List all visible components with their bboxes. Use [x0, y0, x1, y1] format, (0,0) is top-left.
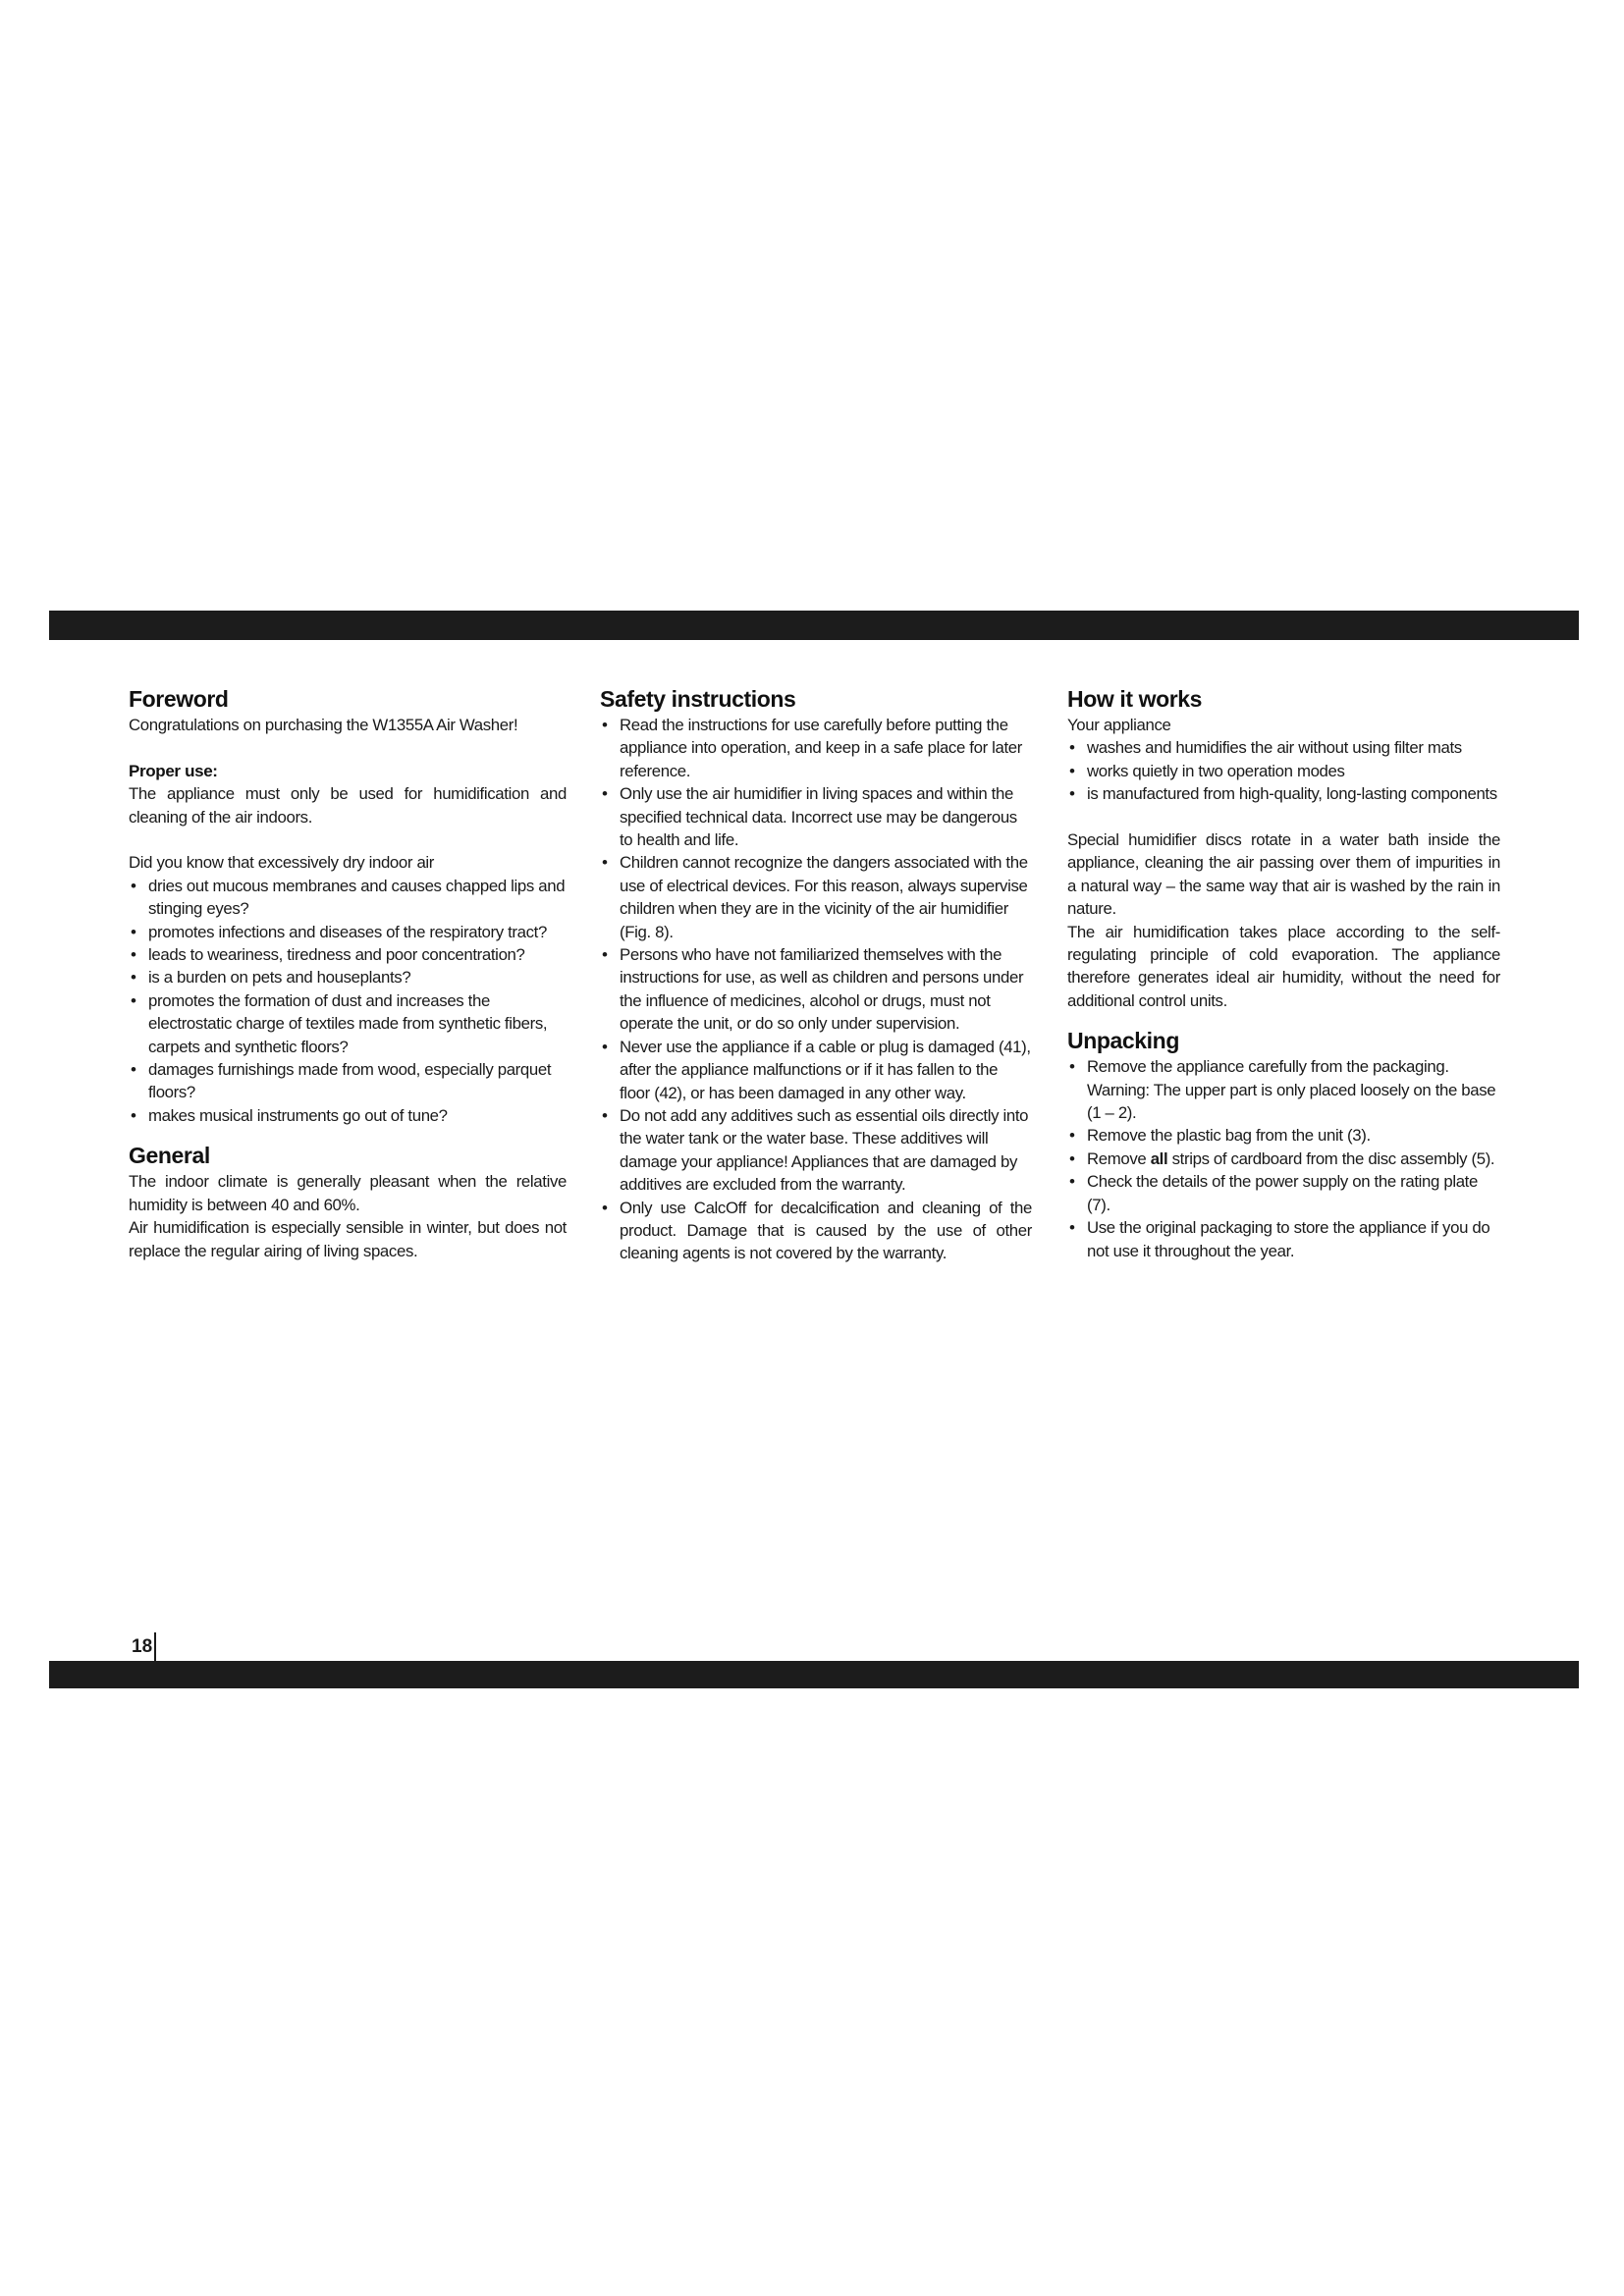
- how-it-works-heading: How it works: [1067, 686, 1203, 712]
- list-item: • is a burden on pets and houseplants?: [129, 966, 567, 988]
- column-left: [129, 684, 567, 1262]
- safety-heading: Safety instructions: [600, 686, 796, 712]
- foreword-text: Congratulations on purchasing the W1355A Air Washer!: [129, 716, 518, 734]
- list-item: • Never use the appliance if a cable or plug is damaged (41), after the appliance malfunctions or if it has fallen to the floor (42), or has been damaged in any other way.: [600, 1036, 1032, 1104]
- general-text-1: The indoor climate is generally pleasant when the relative humidity is between 40 and 60%.: [129, 1172, 567, 1214]
- list-item: • makes musical instruments go out of tune?: [129, 1104, 567, 1127]
- column-right: [1067, 684, 1500, 1262]
- page-number: 18: [127, 1632, 156, 1661]
- header-bar: [49, 611, 1579, 640]
- list-item: • works quietly in two operation modes: [1067, 760, 1500, 782]
- general-heading: General: [129, 1143, 210, 1169]
- list-item: • Remove the appliance carefully from the packaging. Warning: The upper part is only placed loosely on the base (1 – 2).: [1067, 1055, 1500, 1124]
- column-middle: [600, 684, 1032, 1265]
- proper-use-heading: Proper use:: [129, 761, 218, 780]
- list-item: • Read the instructions for use carefully before putting the appliance into operation, and keep in a safe place for later reference.: [600, 714, 1032, 782]
- list-item: • Only use the air humidifier in living spaces and within the specified technical data. Incorrect use may be dangerous to health and life.: [600, 782, 1032, 851]
- list-item: • Children cannot recognize the dangers associated with the use of electrical devices. For this reason, always supervise children when they are in the vicinity of the air humidifier (Fig. 8).: [600, 851, 1032, 943]
- unpacking-list: [1067, 1055, 1500, 1262]
- list-item: • washes and humidifies the air without using filter mats: [1067, 736, 1500, 759]
- unpack-item3-bold: all: [1150, 1148, 1168, 1168]
- dry-air-intro: Did you know that excessively dry indoor air: [129, 853, 435, 873]
- list-item: • Remove the plastic bag from the unit (3).: [1067, 1124, 1500, 1147]
- unpack-item3-post: strips of cardboard from the disc assembly (5).: [1171, 1148, 1495, 1168]
- dry-air-list: [129, 875, 567, 1127]
- list-item: [1067, 1148, 1500, 1170]
- list-item: • dries out mucous membranes and causes chapped lips and stinging eyes?: [129, 875, 567, 921]
- footer-bar: [49, 1661, 1579, 1688]
- list-item: • promotes the formation of dust and increases the electrostatic charge of textiles made from synthetic fibers, carpets and synthetic floors?: [129, 989, 567, 1058]
- general-text-2: Air humidification is especially sensible in winter, but does not replace the regular airing of living spaces.: [129, 1218, 567, 1260]
- list-item: • Use the original packaging to store the appliance if you do not use it throughout the year.: [1067, 1216, 1500, 1262]
- how-text-2: The air humidification takes place according to the self-regulating principle of cold evaporation. The appliance therefore generates ideal air humidity, without the need for additional control units.: [1067, 922, 1500, 1010]
- list-item: • Do not add any additives such as essential oils directly into the water tank or the water base. These additives will damage your appliance! Appliances that are damaged by additives are excluded from the warranty.: [600, 1104, 1032, 1197]
- list-item: • Check the details of the power supply on the rating plate (7).: [1067, 1170, 1500, 1216]
- unpacking-heading: Unpacking: [1067, 1028, 1179, 1054]
- list-item: • Only use CalcOff for decalcification and cleaning of the product. Damage that is caused by the use of other cleaning agents is not covered by the warranty.: [600, 1197, 1032, 1265]
- list-item: • leads to weariness, tiredness and poor concentration?: [129, 943, 567, 966]
- list-item: • promotes infections and diseases of the respiratory tract?: [129, 921, 567, 943]
- foreword-heading: Foreword: [129, 686, 229, 712]
- how-text-1: Special humidifier discs rotate in a water bath inside the appliance, cleaning the air passing over them of impurities in a natural way – the same way that air is washed by the rain in nature.: [1067, 830, 1500, 919]
- unpack-item3-pre: Remove: [1087, 1148, 1147, 1168]
- how-intro: Your appliance: [1067, 716, 1171, 734]
- how-list: [1067, 736, 1500, 805]
- proper-use-text: The appliance must only be used for humidification and cleaning of the air indoors.: [129, 784, 567, 827]
- list-item: • Persons who have not familiarized themselves with the instructions for use, as well as children and persons under the influence of medicines, alcohol or drugs, must not operate the unit, or do so only under supervision.: [600, 943, 1032, 1036]
- list-item: • is manufactured from high-quality, long-lasting components: [1067, 782, 1500, 805]
- safety-list: [600, 714, 1032, 1265]
- list-item: • damages furnishings made from wood, especially parquet floors?: [129, 1058, 567, 1104]
